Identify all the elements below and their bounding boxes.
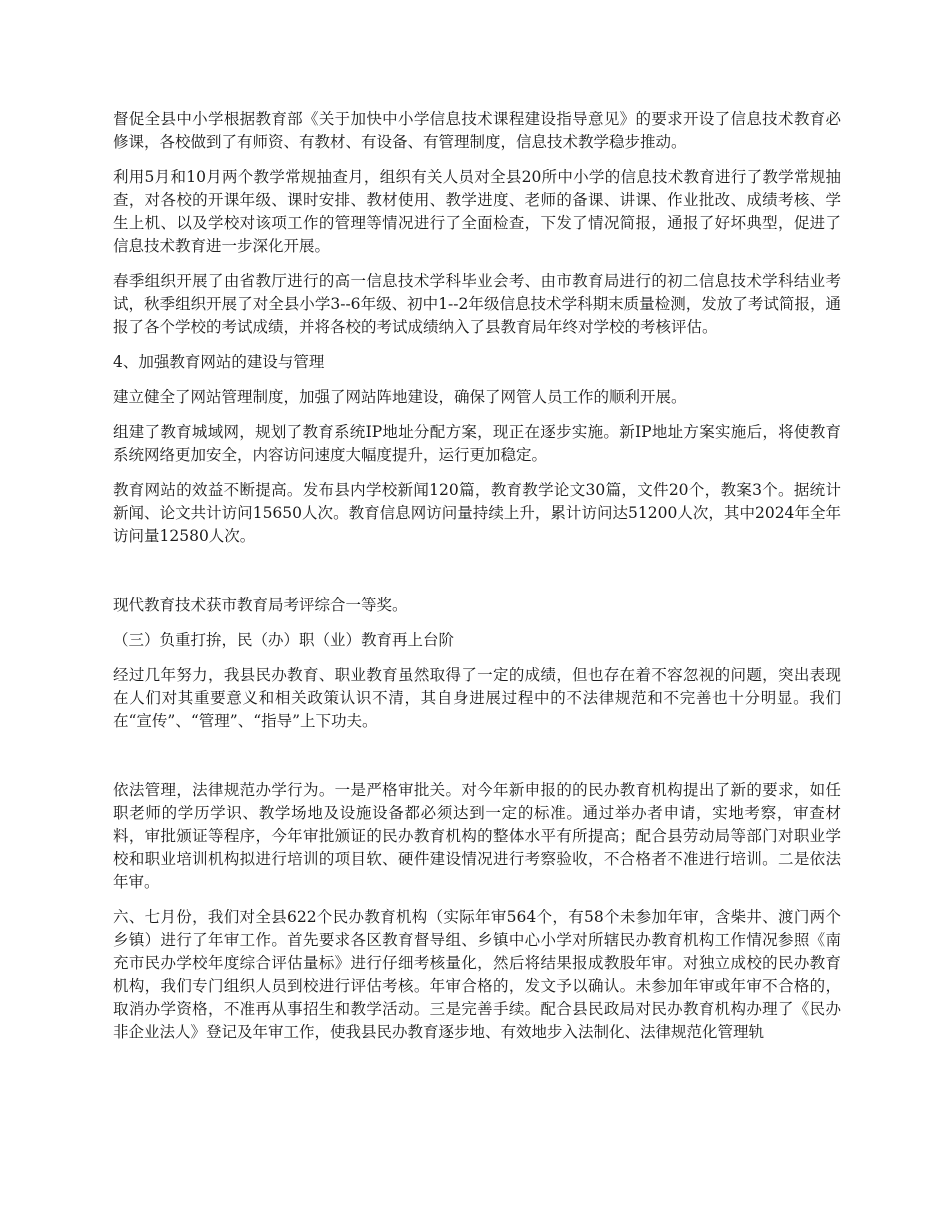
spacer	[113, 745, 841, 779]
paragraph-private-education-issues: 经过几年努力，我县民办教育、职业教育虽然取得了一定的成绩，但也存在着不容忽视的问题，突出表现在人们对其重要意义和相关政策认识不清，其自身进展过程中的不法律规范和不完善也十分明显。我们在“宣传”、“管理”、“指导”上下功夫。	[113, 666, 841, 730]
paragraph-award: 现代教育技术获市教育局考评综合一等奖。	[113, 596, 408, 614]
paragraph-curriculum: 督促全县中小学根据教育部《关于加快中小学信息技术课程建设指导意见》的要求开设了信息技术教育必修课，各校做到了有师资、有教材、有设备、有管理制度，信息技术教学稳步推动。	[113, 110, 841, 151]
paragraph-website-stats: 教育网站的效益不断提高。发布县内学校新闻120篇，教育教学论文30篇，文件20个，教案3个。据统计新闻、论文共计访问15650人次。教育信息网访问量持续上升，累计访问达51200人次，其中2024年全年访问量12580人次。	[113, 481, 841, 545]
document-body	[113, 108, 841, 1056]
paragraph-website-management: 建立健全了网站管理制度，加强了网站阵地建设，确保了网管人员工作的顺利开展。	[113, 388, 687, 406]
paragraph-legal-management: 依法管理，法律规范办学行为。一是严格审批关。对今年新申报的的民办教育机构提出了新的要求，如任职老师的学历学识、教学场地及设施设备都必须达到一定的标准。通过举办者申请，实地考察，审查材料，审批颁证等程序，今年审批颁证的民办教育机构的整体水平有所提高；配合县劳动局等部门对职业学校和职业培训机构拟进行培训的项目软、硬件建设情况进行考察验收，不合格者不准进行培训。二是依法年审。	[113, 781, 841, 891]
paragraph-inspection: 利用5月和10月两个教学常规抽查月，组织有关人员对全县20所中小学的信息技术教育进行了教学常规抽查，对各校的开课年级、课时安排、教材使用、教学进度、老师的备课、讲课、作业批改、成绩考核、学生上机、以及学校对该项工作的管理等情况进行了全面检查，下发了情况简报，通报了好坏典型，促进了信息技术教育进一步深化开展。	[113, 168, 841, 255]
section-heading-private-education: （三）负重打拚，民（办）职（业）教育再上台阶	[113, 631, 455, 649]
paragraph-metro-network: 组建了教育城域网，规划了教育系统IP地址分配方案，现正在逐步实施。新IP地址方案实施后，将使教育系统网络更加安全，内容访问速度大幅度提升，运行更加稳定。	[113, 423, 841, 464]
section-heading-website: 4、加强教育网站的建设与管理	[113, 353, 325, 371]
paragraph-annual-review: 六、七月份，我们对全县622个民办教育机构（实际年审564个，有58个未参加年审，含柴井、渡门两个乡镇）进行了年审工作。首先要求各区教育督导组、乡镇中心小学对所辖民办教育机构工作情况参照《南充市民办学校年度综合评估量标》进行仔细考核量化，然后将结果报成教股年审。对独立成校的民办教育机构，我们专门组织人员到校进行评估考核。年审合格的，发文予以确认。未参加年审或年审不合格的，取消办学资格，不准再从事招生和教学活动。三是完善手续。配合县民政局对民办教育机构办理了《民办非企业法人》登记及年审工作，使我县民办教育逐步地、有效地步入法制化、法律规范化管理轨	[113, 908, 841, 1041]
spacer	[113, 560, 841, 594]
paragraph-exams: 春季组织开展了由省教厅进行的高一信息技术学科毕业会考、由市教育局进行的初二信息技术学科结业考试，秋季组织开展了对全县小学3--6年级、初中1--2年级信息技术学科期末质量检测，发放了考试简报，通报了各个学校的考试成绩，并将各校的考试成绩纳入了县教育局年终对学校的考核评估。	[113, 272, 841, 336]
